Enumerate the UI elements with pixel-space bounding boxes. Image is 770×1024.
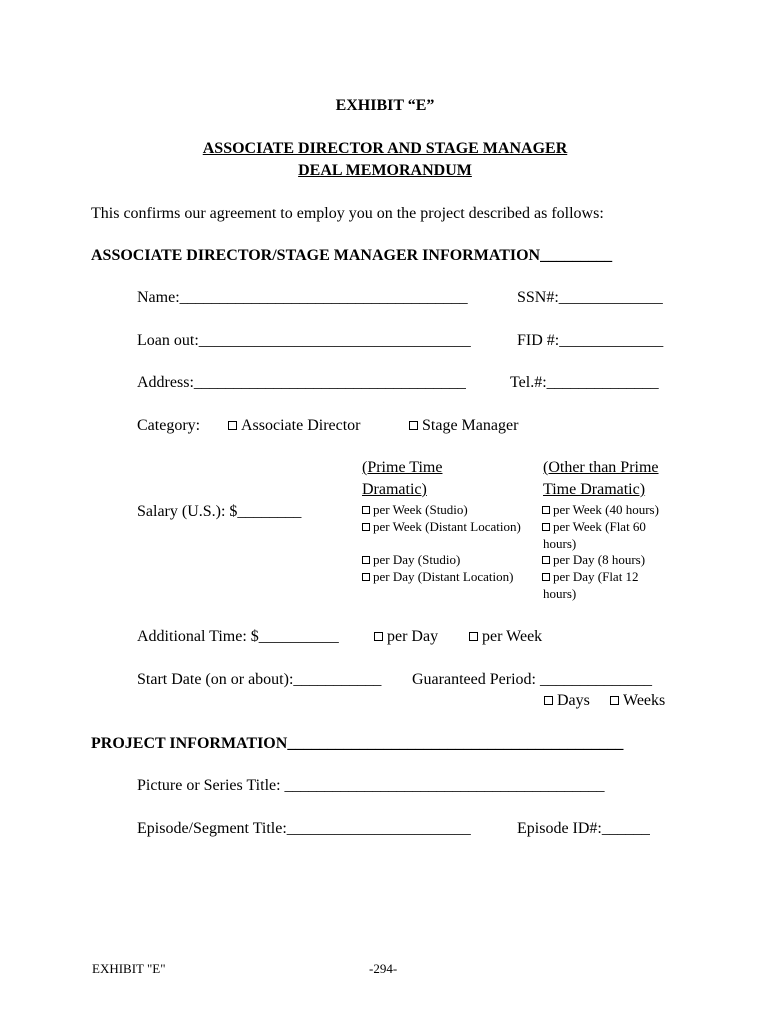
checkbox-icon[interactable] bbox=[544, 696, 553, 705]
loan-out-field[interactable]: Loan out:__________________________________ bbox=[137, 332, 471, 349]
additional-per-day-option[interactable] bbox=[374, 627, 438, 647]
checkbox-icon[interactable] bbox=[610, 696, 619, 705]
category-stage-manager-label: Stage Manager bbox=[422, 417, 519, 434]
prime-time-header-line2: Dramatic) bbox=[362, 481, 427, 498]
ad-sm-heading-blank: _________ bbox=[540, 247, 613, 264]
additional-time-field[interactable]: Additional Time: $__________ bbox=[137, 628, 339, 645]
option-label: per Day (Flat 12 bbox=[553, 569, 639, 584]
option-label-continued: hours) bbox=[543, 586, 577, 601]
option-label: per Day (Studio) bbox=[373, 552, 461, 567]
option-label-continued: hours) bbox=[543, 536, 577, 551]
other-per-day-flat-12-option[interactable] bbox=[542, 569, 639, 585]
ssn-field[interactable]: SSN#:_____________ bbox=[517, 289, 663, 306]
checkbox-icon[interactable] bbox=[362, 573, 370, 581]
footer-exhibit: EXHIBIT "E" bbox=[92, 961, 166, 976]
project-section-heading bbox=[91, 734, 623, 754]
category-associate-director-option[interactable] bbox=[228, 416, 361, 436]
checkbox-icon[interactable] bbox=[542, 573, 550, 581]
project-heading-text: PROJECT INFORMATION bbox=[91, 735, 288, 752]
guaranteed-days-option[interactable] bbox=[544, 691, 590, 711]
picture-title-field[interactable]: Picture or Series Title: ________________________________________ bbox=[137, 777, 605, 794]
checkbox-icon[interactable] bbox=[542, 506, 550, 514]
address-field[interactable]: Address:__________________________________ bbox=[137, 374, 466, 391]
prime-per-week-distant-option[interactable] bbox=[362, 519, 521, 535]
additional-per-week-option[interactable] bbox=[469, 627, 542, 647]
guaranteed-period-field[interactable]: Guaranteed Period: ______________ bbox=[412, 671, 652, 688]
episode-title-field[interactable]: Episode/Segment Title:_______________________ bbox=[137, 820, 471, 837]
fid-field[interactable]: FID #:_____________ bbox=[517, 332, 664, 349]
other-per-week-flat-60-option[interactable] bbox=[542, 519, 646, 535]
prime-time-header-line1: (Prime Time bbox=[362, 459, 443, 476]
tel-field[interactable]: Tel.#:______________ bbox=[510, 374, 659, 391]
ad-sm-section-heading bbox=[91, 246, 612, 266]
other-than-prime-header-line2: Time Dramatic) bbox=[543, 481, 646, 498]
ad-sm-heading-text: ASSOCIATE DIRECTOR/STAGE MANAGER INFORMATION bbox=[91, 247, 541, 264]
episode-id-field[interactable]: Episode ID#:______ bbox=[517, 820, 650, 837]
checkbox-icon[interactable] bbox=[542, 556, 550, 564]
option-label: Days bbox=[557, 692, 590, 709]
prime-per-day-studio-option[interactable] bbox=[362, 552, 460, 568]
prime-per-day-distant-option[interactable] bbox=[362, 569, 513, 585]
other-per-day-8-option[interactable] bbox=[542, 552, 645, 568]
title-line-1: ASSOCIATE DIRECTOR AND STAGE MANAGER bbox=[202, 140, 568, 157]
checkbox-icon[interactable] bbox=[362, 556, 370, 564]
checkbox-icon[interactable] bbox=[374, 632, 383, 641]
category-associate-director-label: Associate Director bbox=[241, 417, 361, 434]
checkbox-icon[interactable] bbox=[469, 632, 478, 641]
guaranteed-weeks-option[interactable] bbox=[610, 691, 665, 711]
prime-per-week-studio-option[interactable] bbox=[362, 502, 468, 518]
other-than-prime-header-line1: (Other than Prime bbox=[543, 459, 659, 476]
page-number: -294- bbox=[369, 961, 398, 976]
option-label: per Week (Distant Location) bbox=[373, 519, 521, 534]
checkbox-icon[interactable] bbox=[362, 523, 370, 531]
exhibit-label: EXHIBIT “E” bbox=[335, 97, 435, 114]
checkbox-icon[interactable] bbox=[362, 506, 370, 514]
option-label: per Week (Studio) bbox=[373, 502, 468, 517]
category-stage-manager-option[interactable] bbox=[409, 416, 518, 436]
name-field[interactable]: Name:____________________________________ bbox=[137, 289, 468, 306]
option-label: per Day bbox=[387, 628, 439, 645]
option-label: per Day (8 hours) bbox=[553, 552, 646, 567]
option-label: per Day (Distant Location) bbox=[373, 569, 514, 584]
option-label: Weeks bbox=[623, 692, 666, 709]
checkbox-icon[interactable] bbox=[228, 421, 237, 430]
option-label: per Week bbox=[482, 628, 543, 645]
checkbox-icon[interactable] bbox=[542, 523, 550, 531]
start-date-field[interactable]: Start Date (on or about):___________ bbox=[137, 671, 382, 688]
salary-field[interactable]: Salary (U.S.): $________ bbox=[137, 503, 302, 520]
option-label: per Week (40 hours) bbox=[553, 502, 659, 517]
intro-text: This confirms our agreement to employ you on the project described as follows: bbox=[91, 205, 604, 222]
checkbox-icon[interactable] bbox=[409, 421, 418, 430]
category-label: Category: bbox=[137, 417, 201, 434]
title-line-2: DEAL MEMORANDUM bbox=[298, 162, 472, 179]
option-label: per Week (Flat 60 bbox=[553, 519, 646, 534]
project-heading-blank: __________________________________________ bbox=[287, 735, 624, 752]
other-per-week-40-option[interactable] bbox=[542, 502, 659, 518]
